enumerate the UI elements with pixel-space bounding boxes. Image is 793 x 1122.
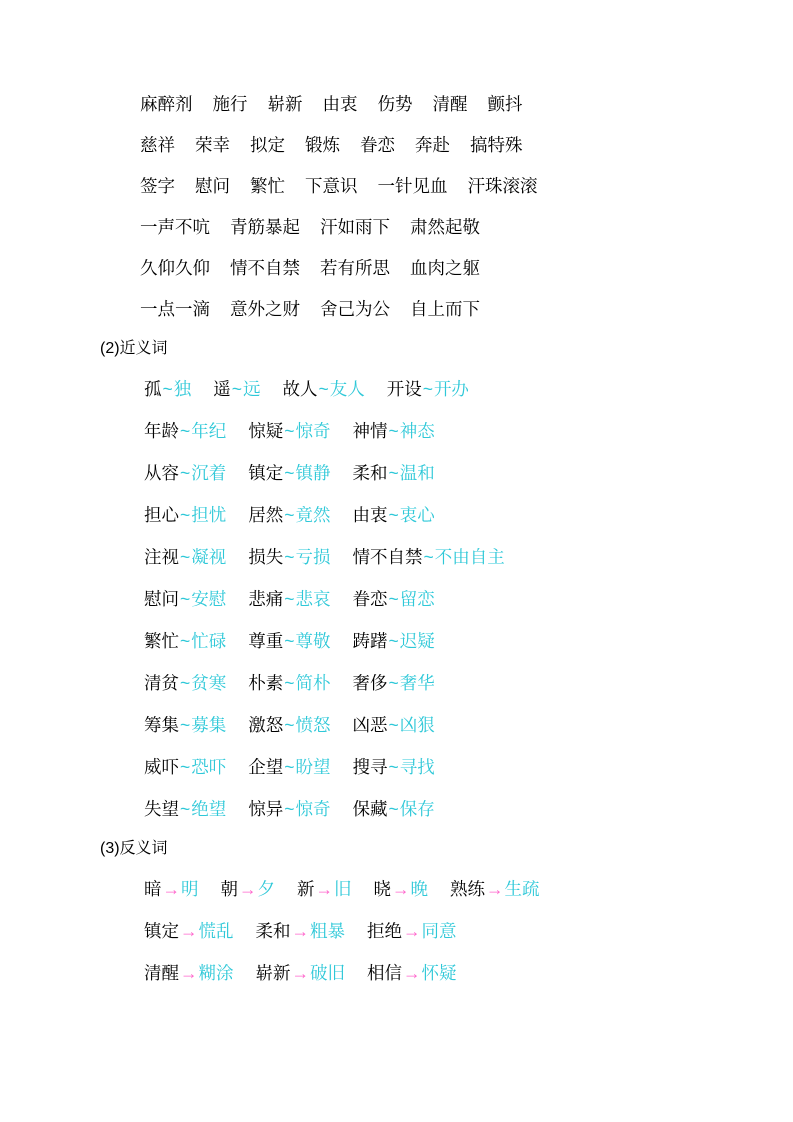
vocabulary-word: 繁忙 xyxy=(250,176,285,196)
synonym-pair xyxy=(144,547,226,567)
synonym-pair xyxy=(352,421,434,441)
synonym-pair xyxy=(352,589,434,609)
pair-right-word: 迟疑 xyxy=(399,631,435,651)
pair-right-word: 神态 xyxy=(399,421,435,441)
pair-right-word: 惊奇 xyxy=(295,421,331,441)
pair-left-word: 踌躇 xyxy=(352,631,388,651)
synonym-line xyxy=(96,620,697,662)
pair-right-word: 同意 xyxy=(421,921,457,941)
pair-right-word: 竟然 xyxy=(295,505,331,525)
tilde-separator-icon: ~ xyxy=(284,715,295,735)
pair-left-word: 晓 xyxy=(373,879,391,899)
pair-right-word: 年纪 xyxy=(191,421,227,441)
antonym-pair xyxy=(221,879,276,899)
vocabulary-word: 清醒 xyxy=(432,94,468,114)
synonym-pair xyxy=(144,421,226,441)
pair-left-word: 开设 xyxy=(386,379,422,399)
pair-left-word: 故人 xyxy=(282,379,318,399)
word-line xyxy=(96,84,697,125)
antonym-pair xyxy=(256,963,346,983)
vocabulary-word: 若有所思 xyxy=(320,258,390,278)
arrow-separator-icon: → xyxy=(180,921,198,941)
vocabulary-word: 舍己为公 xyxy=(320,299,390,319)
synonym-pair-rows xyxy=(96,368,697,830)
pair-left-word: 惊异 xyxy=(248,799,284,819)
synonym-pair xyxy=(352,505,434,525)
pair-right-word: 友人 xyxy=(329,379,365,399)
tilde-separator-icon: ~ xyxy=(180,799,191,819)
vocabulary-word: 情不自禁 xyxy=(230,258,300,278)
antonym-pair xyxy=(144,921,234,941)
tilde-separator-icon: ~ xyxy=(284,757,295,777)
synonym-pair xyxy=(248,547,330,567)
vocabulary-word: 慰问 xyxy=(195,176,230,196)
synonym-pair xyxy=(248,421,330,441)
synonym-pair xyxy=(352,547,504,567)
arrow-separator-icon: → xyxy=(291,921,309,941)
tilde-separator-icon: ~ xyxy=(180,589,191,609)
vocabulary-word: 搞特殊 xyxy=(470,135,523,155)
vocabulary-word: 汗如雨下 xyxy=(320,217,390,237)
tilde-separator-icon: ~ xyxy=(284,505,295,525)
synonym-pair xyxy=(144,799,226,819)
tilde-separator-icon: ~ xyxy=(180,421,191,441)
tilde-separator-icon: ~ xyxy=(388,421,399,441)
arrow-separator-icon: → xyxy=(315,879,333,899)
vocabulary-word: 肃然起敬 xyxy=(410,217,480,237)
pair-right-word: 破旧 xyxy=(310,963,345,983)
synonym-line xyxy=(96,662,697,704)
pair-right-word: 恐吓 xyxy=(191,757,227,777)
pair-left-word: 情不自禁 xyxy=(352,547,423,567)
pair-left-word: 悲痛 xyxy=(248,589,284,609)
arrow-separator-icon: → xyxy=(403,921,421,941)
tilde-separator-icon: ~ xyxy=(388,589,399,609)
tilde-separator-icon: ~ xyxy=(162,379,173,399)
vocabulary-word: 慈祥 xyxy=(140,135,175,155)
pair-right-word: 留恋 xyxy=(399,589,435,609)
vocabulary-word: 拟定 xyxy=(250,135,285,155)
vocabulary-word-list xyxy=(96,84,697,330)
vocabulary-word: 锻炼 xyxy=(305,135,340,155)
arrow-separator-icon: → xyxy=(486,879,504,899)
pair-left-word: 柔和 xyxy=(255,921,291,941)
pair-left-word: 相信 xyxy=(367,963,402,983)
antonym-pair xyxy=(297,879,352,899)
section-heading-synonyms: (2)近义词 xyxy=(100,340,168,357)
pair-right-word: 贫寒 xyxy=(191,673,227,693)
pair-left-word: 暗 xyxy=(144,879,162,899)
pair-left-word: 凶恶 xyxy=(352,715,388,735)
pair-left-word: 从容 xyxy=(144,463,179,483)
pair-left-word: 惊疑 xyxy=(248,421,284,441)
tilde-separator-icon: ~ xyxy=(180,673,191,693)
synonym-pair xyxy=(144,757,226,777)
pair-left-word: 损失 xyxy=(248,547,284,567)
vocabulary-word: 荣幸 xyxy=(195,135,230,155)
pair-right-word: 凶狠 xyxy=(399,715,435,735)
pair-left-word: 熟练 xyxy=(450,879,485,899)
synonym-pair xyxy=(144,463,226,483)
vocabulary-word: 颤抖 xyxy=(487,94,523,114)
synonym-pair xyxy=(352,463,434,483)
pair-left-word: 遥 xyxy=(213,379,231,399)
tilde-separator-icon: ~ xyxy=(388,799,399,819)
vocabulary-word: 施行 xyxy=(212,94,248,114)
pair-right-word: 尊敬 xyxy=(295,631,331,651)
arrow-separator-icon: → xyxy=(392,879,410,899)
pair-right-word: 开办 xyxy=(433,379,469,399)
pair-right-word: 沉着 xyxy=(191,463,227,483)
synonym-line xyxy=(96,410,697,452)
synonym-pair xyxy=(144,715,226,735)
pair-left-word: 神情 xyxy=(352,421,388,441)
pair-right-word: 独 xyxy=(173,379,192,399)
antonym-line xyxy=(96,868,697,910)
pair-left-word: 由衷 xyxy=(352,505,388,525)
pair-left-word: 新 xyxy=(297,879,315,899)
pair-right-word: 凝视 xyxy=(191,547,227,567)
vocabulary-word: 奔赴 xyxy=(415,135,450,155)
synonym-line xyxy=(96,494,697,536)
pair-right-word: 安慰 xyxy=(191,589,227,609)
synonym-pair xyxy=(144,379,191,399)
synonym-line xyxy=(96,578,697,620)
pair-right-word: 奢华 xyxy=(399,673,435,693)
pair-right-word: 简朴 xyxy=(295,673,331,693)
tilde-separator-icon: ~ xyxy=(284,589,295,609)
tilde-separator-icon: ~ xyxy=(231,379,242,399)
antonym-pair-rows xyxy=(96,868,697,994)
synonym-pair xyxy=(248,757,330,777)
pair-left-word: 崭新 xyxy=(255,963,291,983)
pair-right-word: 旧 xyxy=(334,879,352,899)
synonym-pair xyxy=(352,715,434,735)
pair-right-word: 亏损 xyxy=(295,547,331,567)
pair-left-word: 朴素 xyxy=(248,673,284,693)
pair-right-word: 担忧 xyxy=(191,505,227,525)
tilde-separator-icon: ~ xyxy=(388,673,399,693)
synonym-pair xyxy=(144,631,226,651)
tilde-separator-icon: ~ xyxy=(180,547,191,567)
pair-right-word: 镇静 xyxy=(295,463,331,483)
pair-left-word: 失望 xyxy=(144,799,179,819)
pair-left-word: 担心 xyxy=(144,505,179,525)
synonym-pair xyxy=(248,715,330,735)
pair-right-word: 粗暴 xyxy=(310,921,345,941)
synonym-line xyxy=(96,746,697,788)
pair-right-word: 远 xyxy=(242,379,261,399)
synonyms-section xyxy=(96,330,697,830)
pair-right-word: 明 xyxy=(181,879,199,899)
tilde-separator-icon: ~ xyxy=(388,757,399,777)
synonym-pair xyxy=(144,505,226,525)
pair-left-word: 居然 xyxy=(248,505,284,525)
tilde-separator-icon: ~ xyxy=(388,715,399,735)
tilde-separator-icon: ~ xyxy=(284,463,295,483)
pair-right-word: 不由自主 xyxy=(434,547,505,567)
pair-left-word: 清醒 xyxy=(144,963,179,983)
vocabulary-word: 由衷 xyxy=(322,94,358,114)
pair-left-word: 柔和 xyxy=(352,463,388,483)
synonym-pair xyxy=(352,757,434,777)
antonym-pair xyxy=(144,963,234,983)
antonym-pair xyxy=(450,879,540,899)
pair-right-word: 夕 xyxy=(257,879,275,899)
antonym-pair xyxy=(374,879,429,899)
word-line xyxy=(96,289,697,330)
arrow-separator-icon: → xyxy=(162,879,180,899)
antonym-pair xyxy=(144,879,199,899)
antonym-line xyxy=(96,952,697,994)
vocabulary-word: 一点一滴 xyxy=(140,299,210,319)
word-line xyxy=(96,166,697,207)
synonym-pair xyxy=(248,463,330,483)
vocabulary-word: 血肉之躯 xyxy=(410,258,480,278)
tilde-separator-icon: ~ xyxy=(422,379,433,399)
synonym-pair xyxy=(248,673,330,693)
pair-left-word: 拒绝 xyxy=(367,921,402,941)
pair-left-word: 镇定 xyxy=(144,921,179,941)
vocabulary-word: 眷恋 xyxy=(360,135,395,155)
synonym-line xyxy=(96,368,697,410)
section-heading-antonyms: (3)反义词 xyxy=(100,840,168,857)
tilde-separator-icon: ~ xyxy=(284,421,295,441)
antonym-pair xyxy=(367,921,457,941)
pair-left-word: 威吓 xyxy=(144,757,179,777)
synonym-pair xyxy=(248,589,330,609)
vocabulary-word: 自上而下 xyxy=(410,299,480,319)
vocabulary-word: 伤势 xyxy=(377,94,413,114)
antonym-pair xyxy=(256,921,346,941)
pair-right-word: 忙碌 xyxy=(191,631,227,651)
pair-right-word: 温和 xyxy=(399,463,435,483)
word-line xyxy=(96,248,697,289)
pair-left-word: 年龄 xyxy=(144,421,179,441)
synonym-pair xyxy=(213,379,260,399)
arrow-separator-icon: → xyxy=(403,963,421,983)
synonym-pair xyxy=(352,673,434,693)
pair-right-word: 慌乱 xyxy=(198,921,234,941)
pair-right-word: 糊涂 xyxy=(198,963,234,983)
vocabulary-word: 一针见血 xyxy=(377,176,448,196)
tilde-separator-icon: ~ xyxy=(284,673,295,693)
pair-right-word: 衷心 xyxy=(399,505,435,525)
pair-left-word: 奢侈 xyxy=(352,673,388,693)
arrow-separator-icon: → xyxy=(239,879,257,899)
synonym-pair xyxy=(248,631,330,651)
vocabulary-word: 下意识 xyxy=(305,176,358,196)
pair-right-word: 生疏 xyxy=(504,879,540,899)
pair-left-word: 繁忙 xyxy=(144,631,179,651)
tilde-separator-icon: ~ xyxy=(180,715,191,735)
vocabulary-word: 一声不吭 xyxy=(140,217,210,237)
pair-right-word: 盼望 xyxy=(295,757,331,777)
vocabulary-word: 麻醉剂 xyxy=(140,94,193,114)
pair-left-word: 企望 xyxy=(248,757,284,777)
pair-left-word: 尊重 xyxy=(248,631,284,651)
vocabulary-word: 签字 xyxy=(140,176,175,196)
pair-left-word: 清贫 xyxy=(144,673,179,693)
tilde-separator-icon: ~ xyxy=(388,463,399,483)
pair-left-word: 保藏 xyxy=(352,799,388,819)
pair-left-word: 孤 xyxy=(144,379,162,399)
arrow-separator-icon: → xyxy=(180,963,198,983)
synonym-line xyxy=(96,704,697,746)
pair-right-word: 保存 xyxy=(399,799,435,819)
pair-right-word: 悲哀 xyxy=(295,589,331,609)
tilde-separator-icon: ~ xyxy=(180,463,191,483)
synonym-line xyxy=(96,536,697,578)
pair-right-word: 怀疑 xyxy=(421,963,457,983)
synonym-pair xyxy=(248,505,330,525)
vocabulary-word: 意外之财 xyxy=(230,299,300,319)
word-line xyxy=(96,207,697,248)
tilde-separator-icon: ~ xyxy=(388,631,399,651)
tilde-separator-icon: ~ xyxy=(180,631,191,651)
antonym-pair xyxy=(367,963,457,983)
synonym-pair xyxy=(387,379,469,399)
pair-left-word: 镇定 xyxy=(248,463,284,483)
synonym-line xyxy=(96,788,697,830)
pair-left-word: 筹集 xyxy=(144,715,179,735)
tilde-separator-icon: ~ xyxy=(423,547,434,567)
arrow-separator-icon: → xyxy=(291,963,309,983)
pair-left-word: 朝 xyxy=(220,879,238,899)
vocabulary-word: 青筋暴起 xyxy=(230,217,300,237)
antonym-line xyxy=(96,910,697,952)
vocabulary-word: 久仰久仰 xyxy=(140,258,210,278)
synonym-pair xyxy=(248,799,330,819)
tilde-separator-icon: ~ xyxy=(388,505,399,525)
pair-left-word: 注视 xyxy=(144,547,179,567)
pair-right-word: 晚 xyxy=(410,879,428,899)
pair-left-word: 慰问 xyxy=(144,589,179,609)
synonym-pair xyxy=(352,799,434,819)
antonyms-section xyxy=(96,830,697,994)
synonym-line xyxy=(96,452,697,494)
synonym-pair xyxy=(282,379,364,399)
tilde-separator-icon: ~ xyxy=(284,631,295,651)
pair-right-word: 募集 xyxy=(191,715,227,735)
pair-left-word: 搜寻 xyxy=(352,757,388,777)
synonym-pair xyxy=(144,589,226,609)
tilde-separator-icon: ~ xyxy=(284,799,295,819)
tilde-separator-icon: ~ xyxy=(284,547,295,567)
pair-left-word: 眷恋 xyxy=(352,589,388,609)
pair-right-word: 愤怒 xyxy=(295,715,331,735)
pair-right-word: 惊奇 xyxy=(295,799,331,819)
synonym-pair xyxy=(144,673,226,693)
tilde-separator-icon: ~ xyxy=(318,379,329,399)
tilde-separator-icon: ~ xyxy=(180,757,191,777)
pair-left-word: 激怒 xyxy=(248,715,284,735)
vocabulary-word: 汗珠滚滚 xyxy=(467,176,538,196)
synonym-pair xyxy=(352,631,434,651)
word-line xyxy=(96,125,697,166)
vocabulary-word: 崭新 xyxy=(267,94,303,114)
pair-right-word: 绝望 xyxy=(191,799,227,819)
tilde-separator-icon: ~ xyxy=(180,505,191,525)
pair-right-word: 寻找 xyxy=(399,757,435,777)
